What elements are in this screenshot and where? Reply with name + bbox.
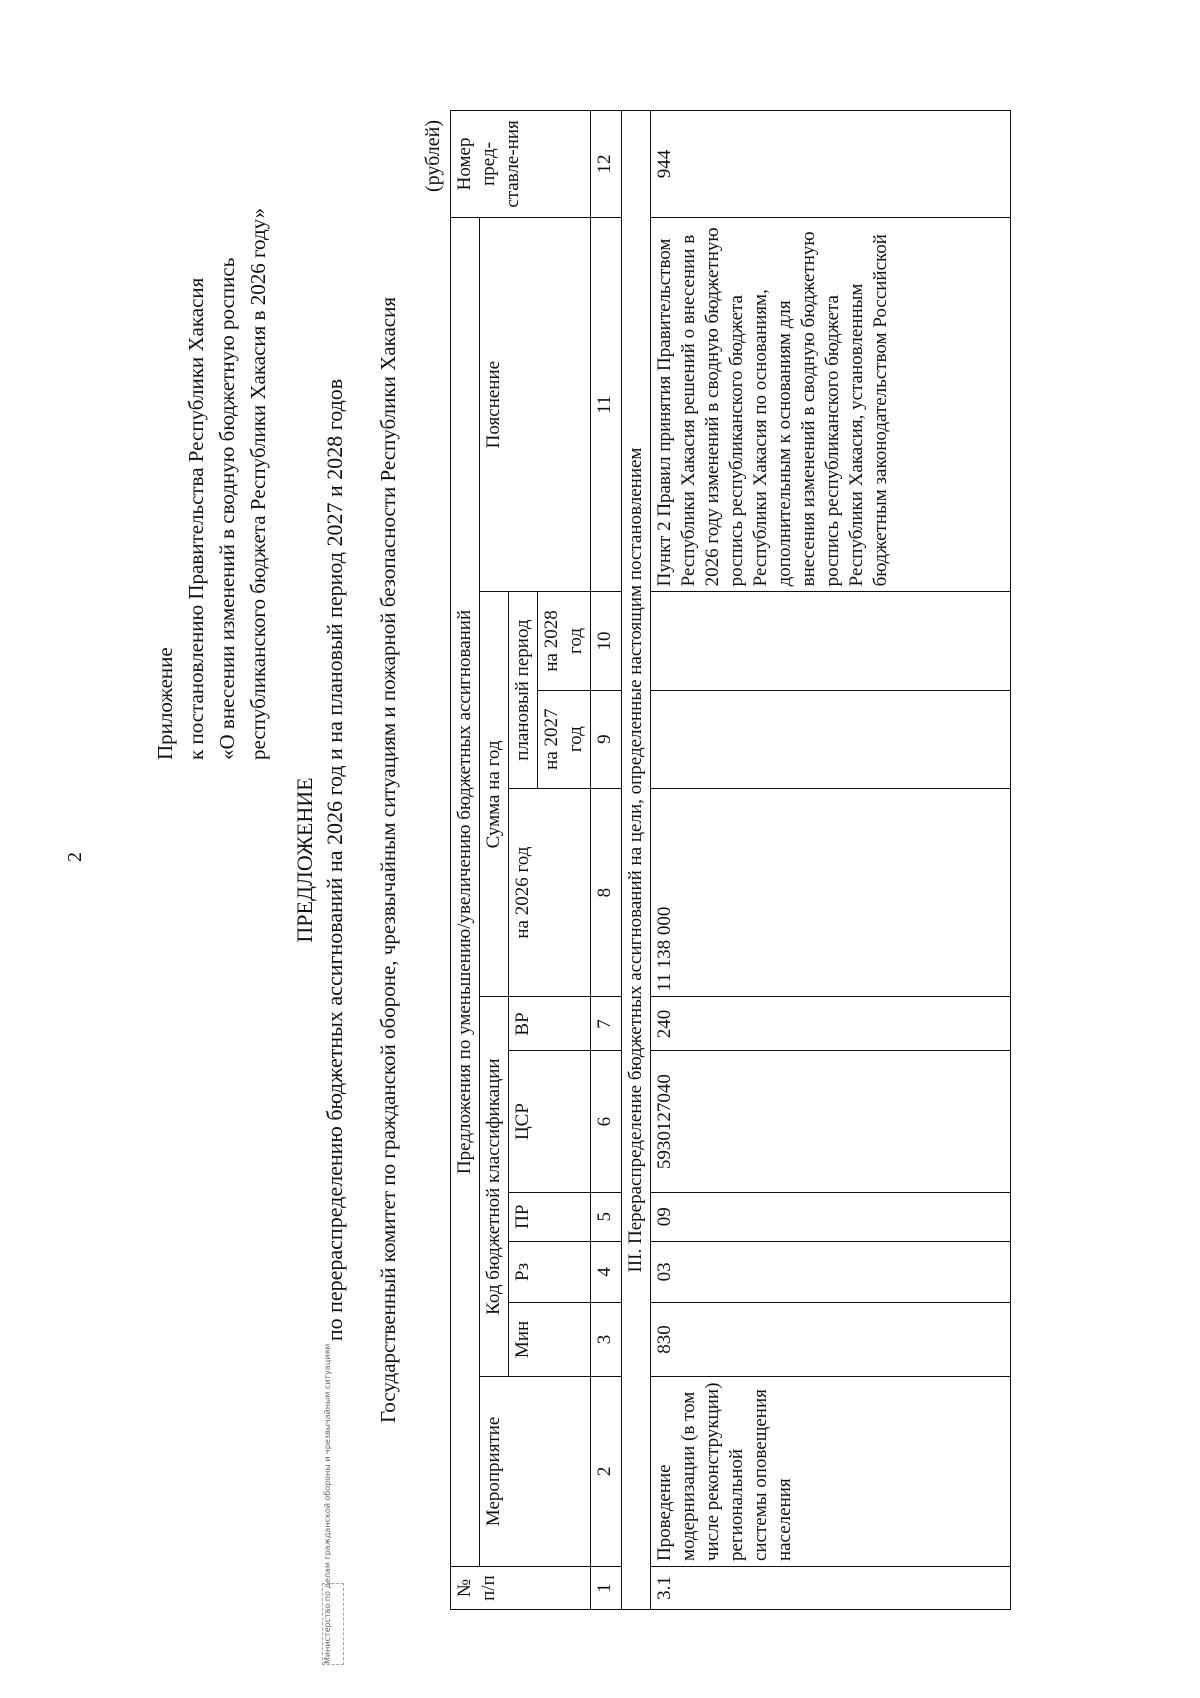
header-vr: ВР	[509, 997, 591, 1051]
column-number: 11	[591, 217, 622, 591]
header-rz: Рз	[509, 1241, 591, 1302]
header-row-2	[480, 111, 509, 1610]
header-explanation: Пояснение	[480, 217, 591, 591]
title-subheading: по перераспределению бюджетных ассигнований на 2026 год и на плановый период 2027 и 2028 годов	[322, 378, 347, 1342]
appendix-line-4: республиканского бюджета Республики Хакасия в 2026 году»	[246, 207, 270, 760]
row-explanation: Пункт 2 Правил принятия Правительством Республики Хакасия решений о внесении в 2026 году изменений в сводную бюджетную роспись республиканского бюджета Республики Хакасия по основаниям, дополнительным к основаниям для внесения изменений в сводную бюджетную роспись республиканского бюджета Республики Хакасия, установленным бюджетным законодательством Российской	[651, 217, 1011, 591]
header-csr: ЦСР	[509, 1051, 591, 1192]
row-min: 830	[651, 1303, 1011, 1377]
row-rz: 03	[651, 1241, 1011, 1302]
budget-table	[450, 110, 1011, 1610]
document-title	[290, 110, 350, 1610]
currency-unit: (рублей)	[422, 120, 444, 193]
column-number: 8	[591, 788, 622, 997]
column-number: 7	[591, 997, 622, 1051]
title-heading: ПРЕДЛОЖЕНИЕ	[292, 777, 317, 943]
column-number: 3	[591, 1303, 622, 1377]
header-event: Мероприятие	[480, 1376, 591, 1566]
column-number-row	[591, 111, 622, 1610]
row-vr: 240	[651, 997, 1011, 1051]
registration-stamp	[322, 1343, 344, 1665]
stamp-text: Министерство по делам гражданской обороны и чрезвычайным ситуациям	[323, 1343, 332, 1664]
header-num: № п/п	[451, 1567, 591, 1610]
header-sum-year: Сумма на год	[480, 592, 509, 997]
header-proposals: Предложения по уменьшению/увеличению бюджетных ассигнований	[451, 217, 480, 1566]
column-number: 1	[591, 1567, 622, 1610]
header-planning-period: плановый период	[509, 592, 538, 788]
appendix-line-1: Приложение	[153, 647, 177, 760]
row-pr: 09	[651, 1192, 1011, 1241]
table-row	[651, 111, 1011, 1610]
column-number: 2	[591, 1376, 622, 1566]
header-year-2026: на 2026 год	[509, 788, 591, 997]
header-year-2028: на 2028 год	[538, 592, 591, 690]
header-row-1	[451, 111, 480, 1610]
row-num: 3.1	[651, 1567, 1011, 1610]
header-year-2027: на 2027 год	[538, 690, 591, 788]
row-representation: 944	[651, 111, 1011, 218]
row-event: Проведение модернизации (в том числе реконструкции) региональной системы оповещения населения	[651, 1376, 1011, 1566]
header-pr: ПР	[509, 1192, 591, 1241]
header-representation: Номер пред-ставле-ния	[451, 111, 591, 218]
section-title: III. Перераспределение бюджетных ассигнований на цели, определенные настоящим постановлением	[622, 111, 651, 1610]
header-budget-code: Код бюджетной классификации	[480, 997, 509, 1376]
committee-name: Государственный комитет по гражданской обороне, чрезвычайным ситуациям и пожарной безопасности Республики Хакасия	[376, 297, 400, 1423]
row-sum-2028	[651, 592, 1011, 690]
section-row	[622, 111, 651, 1610]
column-number: 12	[591, 111, 622, 218]
row-csr: 5930127040	[651, 1051, 1011, 1192]
appendix-line-3: «О внесении изменений в сводную бюджетную роспись	[215, 257, 239, 760]
column-number: 5	[591, 1192, 622, 1241]
rotated-page-content	[150, 110, 1050, 1610]
row-sum-2027	[651, 690, 1011, 788]
row-sum-2026: 11 138 000	[651, 788, 1011, 997]
column-number: 6	[591, 1051, 622, 1192]
column-number: 4	[591, 1241, 622, 1302]
column-number: 9	[591, 690, 622, 788]
column-number: 10	[591, 592, 622, 690]
page-number: 2	[64, 852, 86, 862]
appendix-line-2: к постановлению Правительства Республики Хакасия	[184, 277, 208, 760]
header-min: Мин	[509, 1303, 591, 1377]
appendix-block	[150, 110, 274, 760]
